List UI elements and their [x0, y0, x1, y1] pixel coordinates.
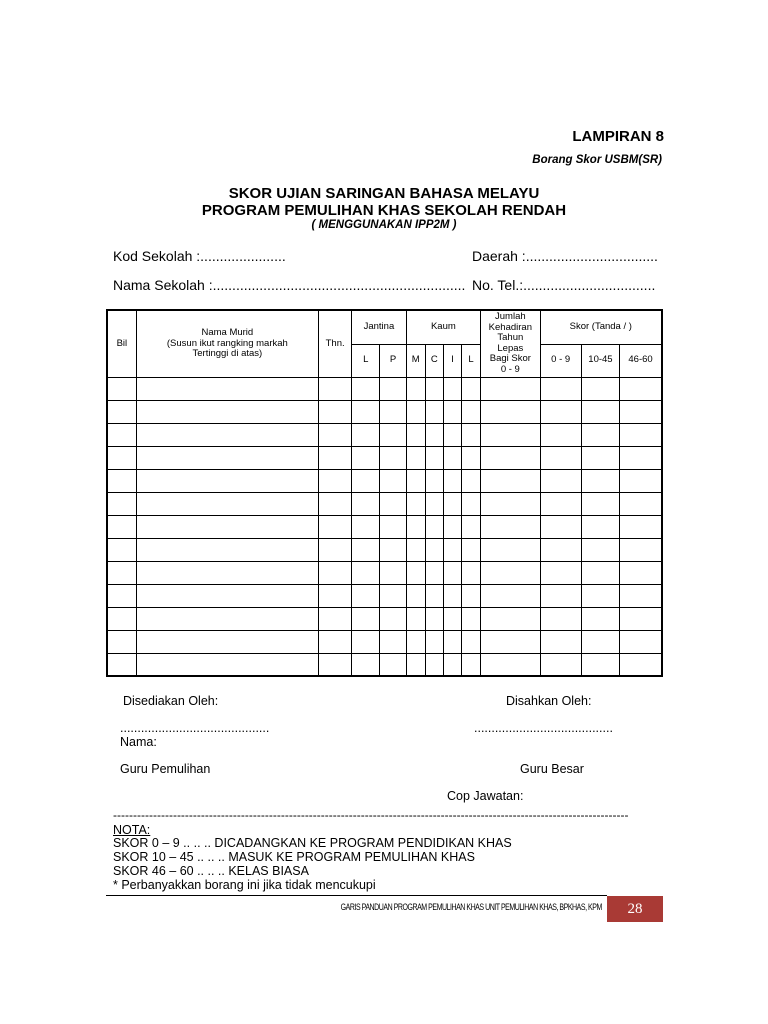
table-cell — [406, 538, 425, 561]
table-cell — [406, 584, 425, 607]
table-cell — [461, 584, 480, 607]
signature-line-left: ........................................... — [120, 721, 270, 735]
table-cell — [319, 469, 352, 492]
table-cell — [406, 653, 425, 676]
table-row — [107, 492, 662, 515]
table-cell — [620, 492, 662, 515]
table-cell — [481, 607, 540, 630]
header-jumlah-line-1: Jumlah — [495, 311, 526, 323]
table-cell — [136, 584, 318, 607]
table-cell — [107, 492, 136, 515]
table-cell — [540, 377, 581, 400]
table-row — [107, 607, 662, 630]
table-cell — [136, 515, 318, 538]
header-jumlah-line-3: Tahun — [497, 332, 524, 344]
table-cell — [461, 653, 480, 676]
table-cell — [481, 377, 540, 400]
table-cell — [352, 423, 380, 446]
table-cell — [620, 584, 662, 607]
table-cell — [540, 469, 581, 492]
table-cell — [136, 469, 318, 492]
table-cell — [540, 561, 581, 584]
table-cell — [481, 538, 540, 561]
table-cell — [380, 515, 406, 538]
table-cell — [136, 492, 318, 515]
table-row — [107, 561, 662, 584]
table-cell — [461, 469, 480, 492]
nota-line-3: SKOR 46 – 60 .. .. .. KELAS BIASA — [113, 864, 309, 878]
header-kaum: Kaum — [406, 310, 481, 344]
table-cell — [136, 446, 318, 469]
separator-line: --------------------------------------------------------------------------------------------------------------------------------- — [113, 808, 629, 822]
table-cell — [107, 607, 136, 630]
table-cell — [425, 538, 443, 561]
table-cell — [319, 377, 352, 400]
table-cell — [581, 584, 619, 607]
table-cell — [581, 400, 619, 423]
table-row — [107, 515, 662, 538]
table-cell — [443, 653, 461, 676]
guru-besar-label: Guru Besar — [520, 762, 584, 776]
table-cell — [319, 630, 352, 653]
table-cell — [540, 423, 581, 446]
subheader-skor-10-45: 10-45 — [581, 344, 619, 377]
table-cell — [107, 653, 136, 676]
table-cell — [352, 377, 380, 400]
table-cell — [107, 423, 136, 446]
title-line-3: ( MENGGUNAKAN IPP2M ) — [311, 219, 457, 231]
table-cell — [425, 446, 443, 469]
nota-line-2: SKOR 10 – 45 .. .. .. MASUK KE PROGRAM PEMULIHAN KHAS — [113, 850, 475, 864]
table-cell — [620, 630, 662, 653]
signature-line-right: ........................................ — [474, 721, 613, 735]
nama-sekolah-field: Nama Sekolah :................................................................. — [113, 277, 466, 293]
table-cell — [461, 607, 480, 630]
nota-heading: NOTA: — [113, 823, 151, 837]
table-cell — [620, 538, 662, 561]
table-cell — [540, 492, 581, 515]
table-row — [107, 653, 662, 676]
table-cell — [425, 561, 443, 584]
table-cell — [319, 607, 352, 630]
table-cell — [352, 538, 380, 561]
table-cell — [620, 469, 662, 492]
table-cell — [581, 423, 619, 446]
table-cell — [352, 653, 380, 676]
table-cell — [319, 538, 352, 561]
table-cell — [481, 584, 540, 607]
table-cell — [481, 515, 540, 538]
table-cell — [461, 492, 480, 515]
table-cell — [107, 469, 136, 492]
disediakan-label: Disediakan Oleh: — [123, 694, 219, 708]
table-cell — [136, 377, 318, 400]
table-cell — [406, 561, 425, 584]
subheader-kaum-c: C — [425, 344, 443, 377]
table-cell — [352, 400, 380, 423]
nama-label: Nama: — [120, 735, 157, 749]
footer-text: GARIS PANDUAN PROGRAM PEMULIHAN KHAS UNIT PEMULIHAN KHAS, BPKHAS, KPM — [340, 902, 602, 912]
table-cell — [620, 400, 662, 423]
table-cell — [540, 400, 581, 423]
table-cell — [352, 607, 380, 630]
table-cell — [319, 400, 352, 423]
header-skor: Skor (Tanda / ) — [540, 310, 662, 344]
title-line-1: SKOR UJIAN SARINGAN BAHASA MELAYU — [228, 185, 540, 202]
header-jumlah-line-2: Kehadiran — [488, 321, 532, 333]
table-row — [107, 584, 662, 607]
table-cell — [581, 607, 619, 630]
subheader-kaum-i: I — [443, 344, 461, 377]
table-cell — [481, 469, 540, 492]
table-cell — [107, 630, 136, 653]
table-cell — [443, 630, 461, 653]
table-cell — [136, 538, 318, 561]
table-cell — [461, 630, 480, 653]
subheader-skor-46-60: 46-60 — [620, 344, 662, 377]
table-cell — [352, 561, 380, 584]
table-cell — [540, 446, 581, 469]
table-cell — [540, 653, 581, 676]
table-cell — [443, 446, 461, 469]
table-cell — [620, 423, 662, 446]
table-cell — [540, 630, 581, 653]
table-cell — [107, 561, 136, 584]
table-cell — [380, 630, 406, 653]
table-cell — [425, 423, 443, 446]
table-row — [107, 469, 662, 492]
subheader-kaum-m: M — [406, 344, 425, 377]
table-cell — [380, 538, 406, 561]
table-cell — [380, 561, 406, 584]
table-cell — [319, 446, 352, 469]
table-cell — [319, 492, 352, 515]
nota-line-1: SKOR 0 – 9 .. .. .. DICADANGKAN KE PROGRAM PENDIDIKAN KHAS — [113, 836, 512, 850]
table-cell — [380, 377, 406, 400]
header-nama-line-2: (Susun ikut rangking markah — [166, 337, 288, 349]
table-row — [107, 377, 662, 400]
footer-rule — [106, 895, 607, 896]
table-cell — [406, 377, 425, 400]
table-cell — [107, 400, 136, 423]
table-cell — [461, 377, 480, 400]
table-cell — [425, 492, 443, 515]
table-cell — [107, 446, 136, 469]
table-cell — [406, 515, 425, 538]
table-body — [107, 377, 662, 676]
table-cell — [425, 653, 443, 676]
table-cell — [406, 607, 425, 630]
table-cell — [136, 630, 318, 653]
table-cell — [406, 469, 425, 492]
table-cell — [620, 515, 662, 538]
table-cell — [620, 561, 662, 584]
table-cell — [540, 538, 581, 561]
table-cell — [443, 584, 461, 607]
table-cell — [581, 515, 619, 538]
table-cell — [461, 423, 480, 446]
kod-sekolah-field: Kod Sekolah :...................... — [113, 248, 286, 264]
table-cell — [443, 607, 461, 630]
table-cell — [425, 377, 443, 400]
table-cell — [461, 561, 480, 584]
page-number: 28 — [607, 896, 663, 922]
table-cell — [380, 446, 406, 469]
table-cell — [380, 469, 406, 492]
header-jumlah-line-6: 0 - 9 — [500, 363, 520, 375]
table-cell — [319, 653, 352, 676]
table-cell — [443, 469, 461, 492]
table-cell — [425, 630, 443, 653]
table-row — [107, 538, 662, 561]
table-cell — [481, 561, 540, 584]
subheader-jantina-p: P — [380, 344, 406, 377]
table-cell — [352, 469, 380, 492]
table-cell — [581, 446, 619, 469]
table-cell — [581, 561, 619, 584]
table-cell — [319, 584, 352, 607]
nota-line-4: * Perbanyakkan borang ini jika tidak mencukupi — [113, 878, 376, 892]
table-cell — [136, 607, 318, 630]
subheader-jantina-l: L — [352, 344, 380, 377]
table-cell — [136, 561, 318, 584]
table-cell — [406, 423, 425, 446]
header-nama-murid — [136, 310, 318, 377]
table-cell — [581, 492, 619, 515]
table-cell — [380, 423, 406, 446]
header-nama-line-1: Nama Murid — [201, 327, 254, 338]
table-cell — [581, 630, 619, 653]
header-jumlah-line-4: Lepas — [497, 342, 524, 354]
table-cell — [136, 400, 318, 423]
table-cell — [380, 584, 406, 607]
header-jumlah-line-5: Bagi Skor — [489, 353, 531, 365]
guru-pemulihan-label: Guru Pemulihan — [120, 762, 211, 776]
table-cell — [461, 515, 480, 538]
table-cell — [581, 653, 619, 676]
subheader-skor-0-9: 0 - 9 — [540, 344, 581, 377]
table-cell — [352, 515, 380, 538]
header-nama-line-3: Tertinggi di atas) — [192, 348, 263, 359]
borang-label: Borang Skor USBM(SR) — [532, 154, 662, 166]
header-jumlah-kehadiran — [481, 310, 540, 377]
table-cell — [481, 400, 540, 423]
cop-jawatan-label: Cop Jawatan: — [447, 789, 524, 803]
table-cell — [620, 607, 662, 630]
table-cell — [107, 515, 136, 538]
table-cell — [352, 630, 380, 653]
header-bil: Bil — [107, 310, 136, 377]
table-cell — [425, 584, 443, 607]
table-cell — [107, 538, 136, 561]
table-cell — [540, 607, 581, 630]
table-cell — [107, 377, 136, 400]
table-cell — [581, 538, 619, 561]
table-cell — [425, 515, 443, 538]
table-cell — [107, 584, 136, 607]
table-cell — [443, 423, 461, 446]
table-cell — [481, 492, 540, 515]
table-cell — [380, 653, 406, 676]
table-cell — [352, 492, 380, 515]
table-cell — [443, 515, 461, 538]
subheader-kaum-l: L — [461, 344, 480, 377]
table-cell — [620, 446, 662, 469]
table-cell — [581, 377, 619, 400]
table-cell — [443, 492, 461, 515]
table-cell — [481, 446, 540, 469]
table-cell — [136, 423, 318, 446]
table-cell — [136, 653, 318, 676]
title-line-2: PROGRAM PEMULIHAN KHAS SEKOLAH RENDAH — [201, 202, 567, 219]
table-cell — [620, 377, 662, 400]
score-table — [106, 309, 663, 677]
table-row — [107, 446, 662, 469]
no-tel-field: No. Tel.:.................................. — [472, 277, 656, 293]
table-cell — [352, 584, 380, 607]
table-cell — [461, 400, 480, 423]
table-cell — [352, 446, 380, 469]
table-cell — [443, 538, 461, 561]
daerah-field: Daerah :.................................. — [472, 248, 658, 264]
table-cell — [319, 515, 352, 538]
table-cell — [540, 584, 581, 607]
table-cell — [406, 446, 425, 469]
table-cell — [581, 469, 619, 492]
disahkan-label: Disahkan Oleh: — [506, 694, 592, 708]
table-cell — [425, 607, 443, 630]
lampiran-label: LAMPIRAN 8 — [572, 128, 664, 145]
table-cell — [461, 538, 480, 561]
table-cell — [406, 400, 425, 423]
table-row — [107, 630, 662, 653]
table-cell — [319, 561, 352, 584]
table-row — [107, 423, 662, 446]
table-cell — [319, 423, 352, 446]
table-cell — [540, 515, 581, 538]
table-cell — [481, 630, 540, 653]
table-cell — [481, 423, 540, 446]
table-cell — [443, 561, 461, 584]
table-cell — [443, 400, 461, 423]
table-cell — [425, 400, 443, 423]
table-cell — [425, 469, 443, 492]
table-cell — [406, 492, 425, 515]
table-cell — [406, 630, 425, 653]
table-cell — [443, 377, 461, 400]
table-cell — [380, 400, 406, 423]
header-thn: Thn. — [319, 310, 352, 377]
table-cell — [380, 492, 406, 515]
table-cell — [380, 607, 406, 630]
header-jantina: Jantina — [352, 310, 406, 344]
table-cell — [461, 446, 480, 469]
table-row — [107, 400, 662, 423]
table-cell — [620, 653, 662, 676]
table-cell — [481, 653, 540, 676]
